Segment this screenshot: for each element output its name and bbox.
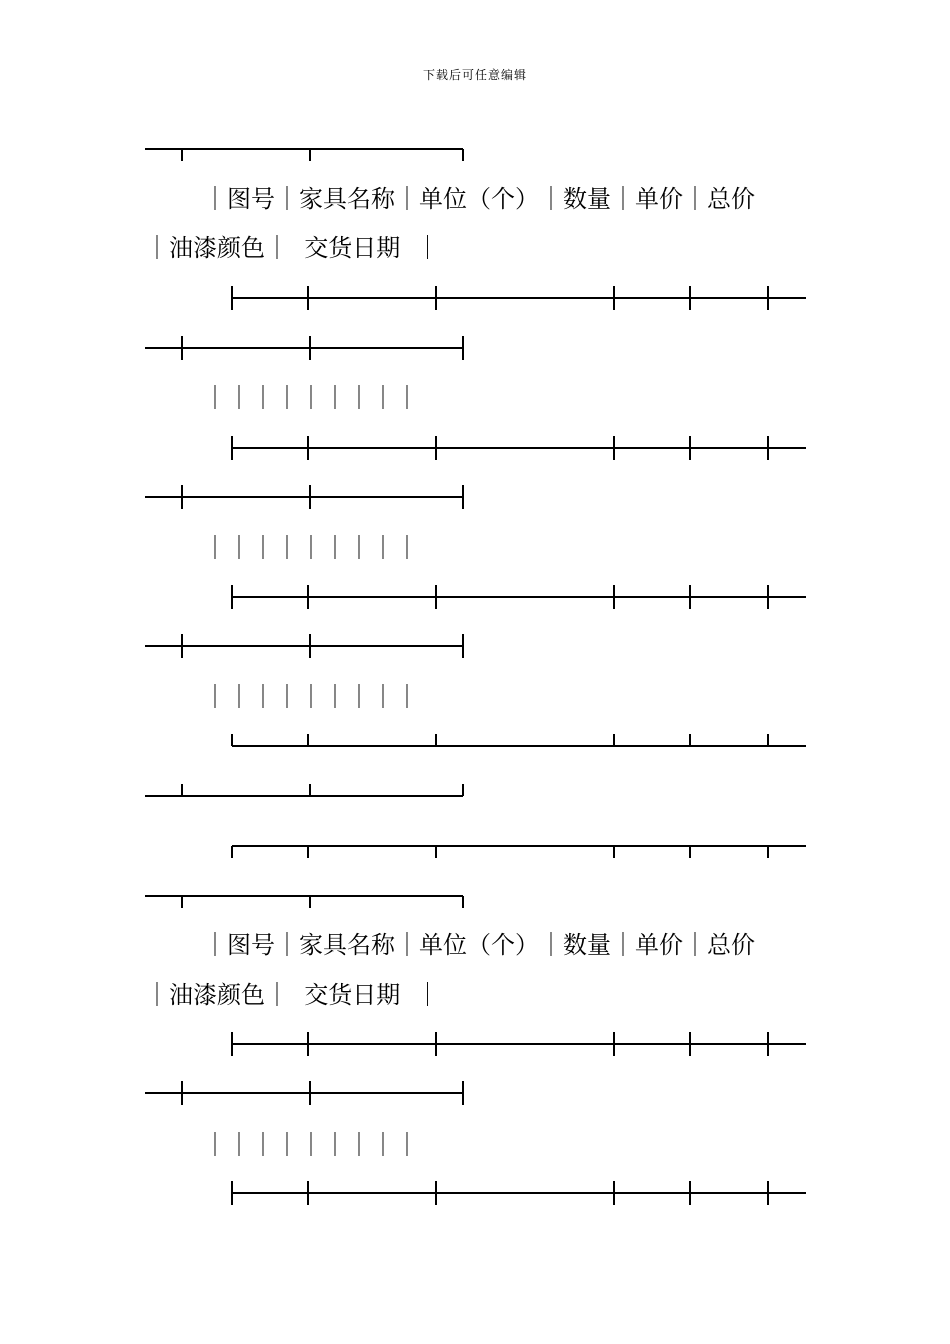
rule-group [145,149,806,1205]
table-header-line-2: ｜油漆颜色｜ 交货日期 ｜ [145,981,440,1009]
page-header: 下载后可任意编辑 [422,68,527,82]
table-row: ｜｜｜｜｜｜｜｜｜ [203,1131,419,1159]
table-header-line-1: ｜图号｜家具名称｜单位（个）｜数量｜单价｜总价 [203,931,755,959]
table-header-line-1: ｜图号｜家具名称｜单位（个）｜数量｜单价｜总价 [203,185,755,213]
table-row: ｜｜｜｜｜｜｜｜｜ [203,384,419,412]
table-row: ｜｜｜｜｜｜｜｜｜ [203,534,419,562]
table-row: ｜｜｜｜｜｜｜｜｜ [203,683,419,711]
table-header-line-2: ｜油漆颜色｜ 交货日期 ｜ [145,234,440,262]
